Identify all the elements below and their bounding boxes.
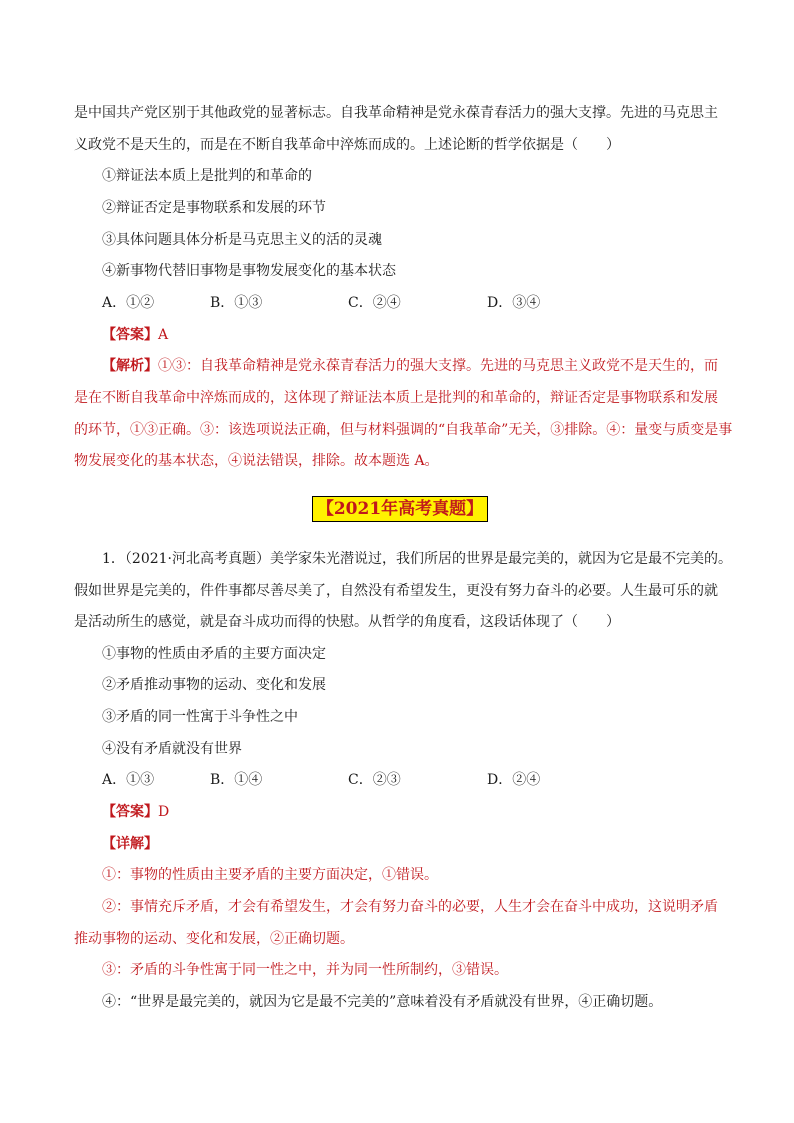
question-stem-line: 1．（2021·河北高考真题）美学家朱光潜说过，我们所居的世界是最完美的，就因为它是最不完美的。 [102, 551, 732, 567]
statement-4: ④没有矛盾就没有世界 [102, 741, 242, 757]
analysis-line [102, 357, 718, 375]
option-d: D．③④ [487, 295, 541, 311]
detail-line: ④：“世界是最完美的，就因为它是最不完美的”意味着没有矛盾就没有世界，④正确切题。 [102, 994, 663, 1010]
option-c: C．②④ [348, 295, 401, 311]
answer-label: 【答案】 [102, 804, 158, 820]
analysis-line: 物发展变化的基本状态，④说法错误，排除。故本题选 A。 [74, 453, 439, 469]
option-a: A．①③ [102, 772, 155, 788]
statement-3: ③具体问题具体分析是马克思主义的活的灵魂 [102, 232, 382, 248]
question-stem-line: 义政党不是天生的，而是在不断自我革命中淬炼而成的。上述论断的哲学依据是（ ） [74, 137, 620, 153]
statement-1: ①事物的性质由矛盾的主要方面决定 [102, 646, 326, 662]
statement-3: ③矛盾的同一性寓于斗争性之中 [102, 709, 298, 725]
answer-value: D [158, 804, 170, 820]
analysis-label: 【解析】 [102, 358, 158, 374]
detail-label: 【详解】 [102, 836, 158, 852]
question-stem-line: 是活动所生的感觉，就是奋斗成功而得的快慰。从哲学的角度看，这段话体现了（ ） [74, 614, 620, 630]
detail-line: ②：事情充斥矛盾，才会有希望发生，才会有努力奋斗的必要，人生才会在奋斗中成功，这说明矛盾 [102, 899, 718, 915]
answer-label: 【答案】 [102, 327, 158, 343]
analysis-line: 的环节，①③正确。③：该选项说法正确，但与材料强调的“自我革命”无关，③排除。④：量变与质变是事 [74, 422, 733, 438]
option-b: B．①④ [210, 772, 263, 788]
answer-line [102, 326, 168, 344]
statement-4: ④新事物代替旧事物是事物发展变化的基本状态 [102, 263, 396, 279]
option-b: B．①③ [210, 295, 263, 311]
question-stem-line: 假如世界是完美的，件件事都尽善尽美了，自然没有希望发生，更没有努力奋斗的必要。人生最可乐的就 [74, 583, 718, 599]
statement-2: ②矛盾推动事物的运动、变化和发展 [102, 677, 326, 693]
statement-2: ②辩证否定是事物联系和发展的环节 [102, 200, 326, 216]
section-heading: 【2021年高考真题】 [312, 496, 488, 522]
detail-line: ①：事物的性质由主要矛盾的主要方面决定，①错误。 [102, 867, 438, 883]
question-stem-line: 是中国共产党区别于其他政党的显著标志。自我革命精神是党永葆青春活力的强大支撑。先进的马克思主 [74, 105, 718, 121]
option-c: C．②③ [348, 772, 401, 788]
option-d: D．②④ [487, 772, 541, 788]
analysis-line: 是在不断自我革命中淬炼而成的，这体现了辩证法本质上是批判的和革命的，辩证否定是事物联系和发展 [74, 390, 718, 406]
analysis-text: ①③：自我革命精神是党永葆青春活力的强大支撑。先进的马克思主义政党不是天生的，而 [158, 358, 718, 374]
statement-1: ①辩证法本质上是批判的和革命的 [102, 168, 312, 184]
option-a: A．①② [102, 295, 155, 311]
detail-line: ③：矛盾的斗争性寓于同一性之中，并为同一性所制约，③错误。 [102, 962, 508, 978]
answer-line [102, 803, 169, 821]
detail-line: 推动事物的运动、变化和发展，②正确切题。 [74, 931, 354, 947]
answer-value: A [158, 327, 169, 343]
